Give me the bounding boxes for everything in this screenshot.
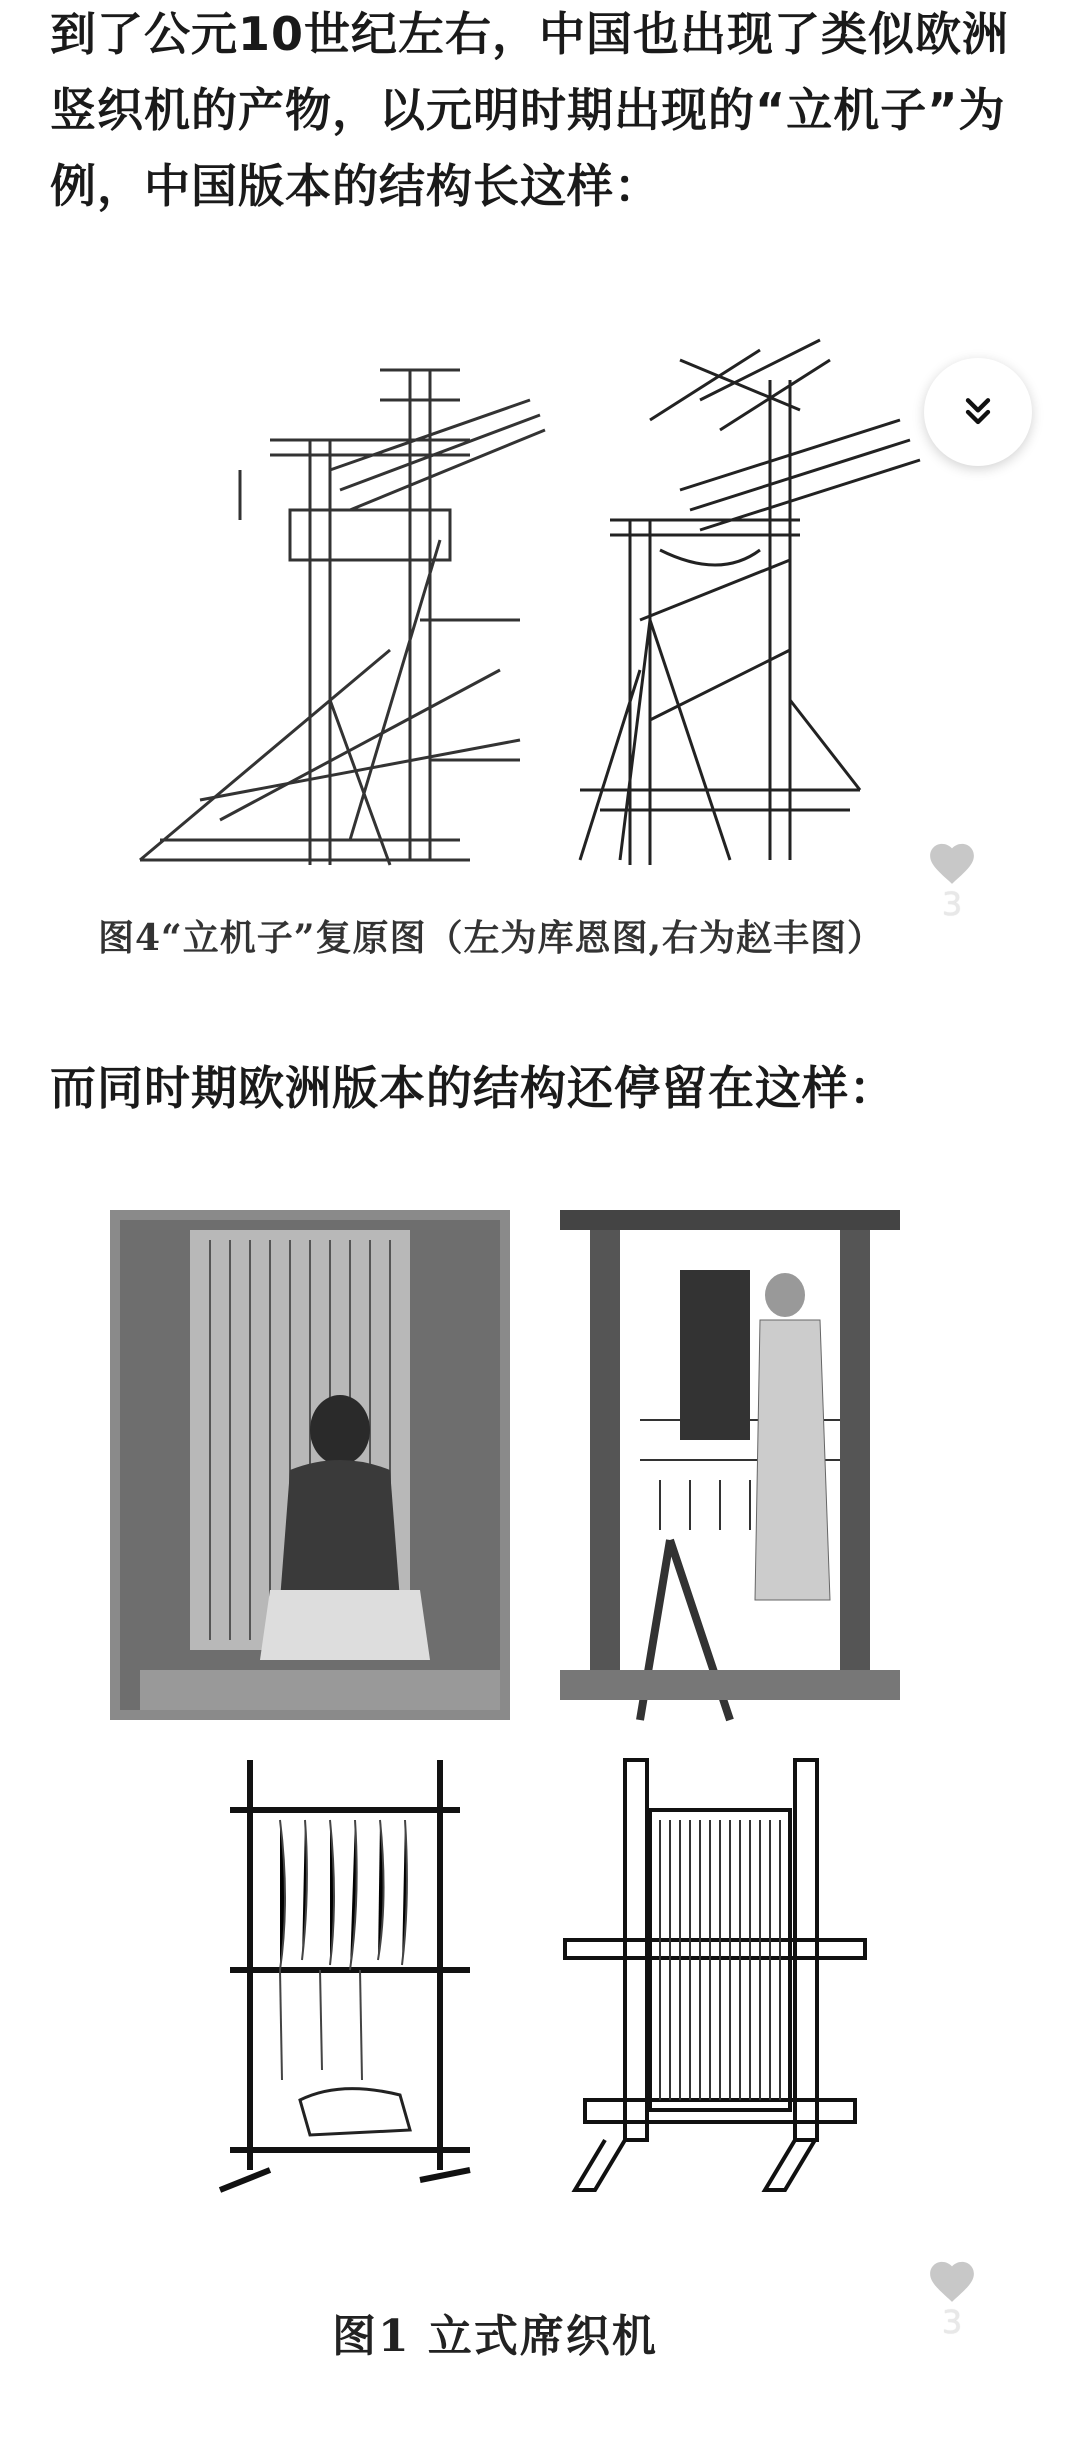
figure-european-loom[interactable]: [0, 1200, 1080, 2290]
frame-loom-right: [555, 1750, 875, 2210]
figure-caption: 图1 立式席织机: [332, 2311, 658, 2362]
like-count: 3: [941, 2303, 963, 2341]
weaver-engraving-right: [540, 1200, 920, 1730]
frame-loom-left: [210, 1750, 510, 2210]
loom-drawing-left: [0, 320, 1080, 900]
paragraph-europe: 而同时期欧洲版本的结构还停留在这样：: [50, 1061, 896, 1115]
weaver-engraving-left: [100, 1200, 520, 1730]
scroll-down-button[interactable]: [924, 358, 1032, 466]
double-chevron-down-icon: [958, 392, 998, 432]
heart-icon: [927, 2258, 977, 2304]
figure-caption: 图4“立机子”复原图（左为库恩图,右为赵丰图）: [98, 917, 884, 959]
heart-icon: [927, 840, 977, 886]
like-button[interactable]: [922, 840, 982, 922]
paragraph-intro: 到了公元10世纪左右，中国也出现了类似欧洲竖织机的产物，以元明时期出现的“立机子”为例，中国版本的结构长这样：: [50, 7, 1010, 213]
figure-chinese-loom[interactable]: [0, 320, 1080, 940]
like-button[interactable]: [922, 2258, 982, 2340]
like-count: 3: [941, 885, 963, 923]
